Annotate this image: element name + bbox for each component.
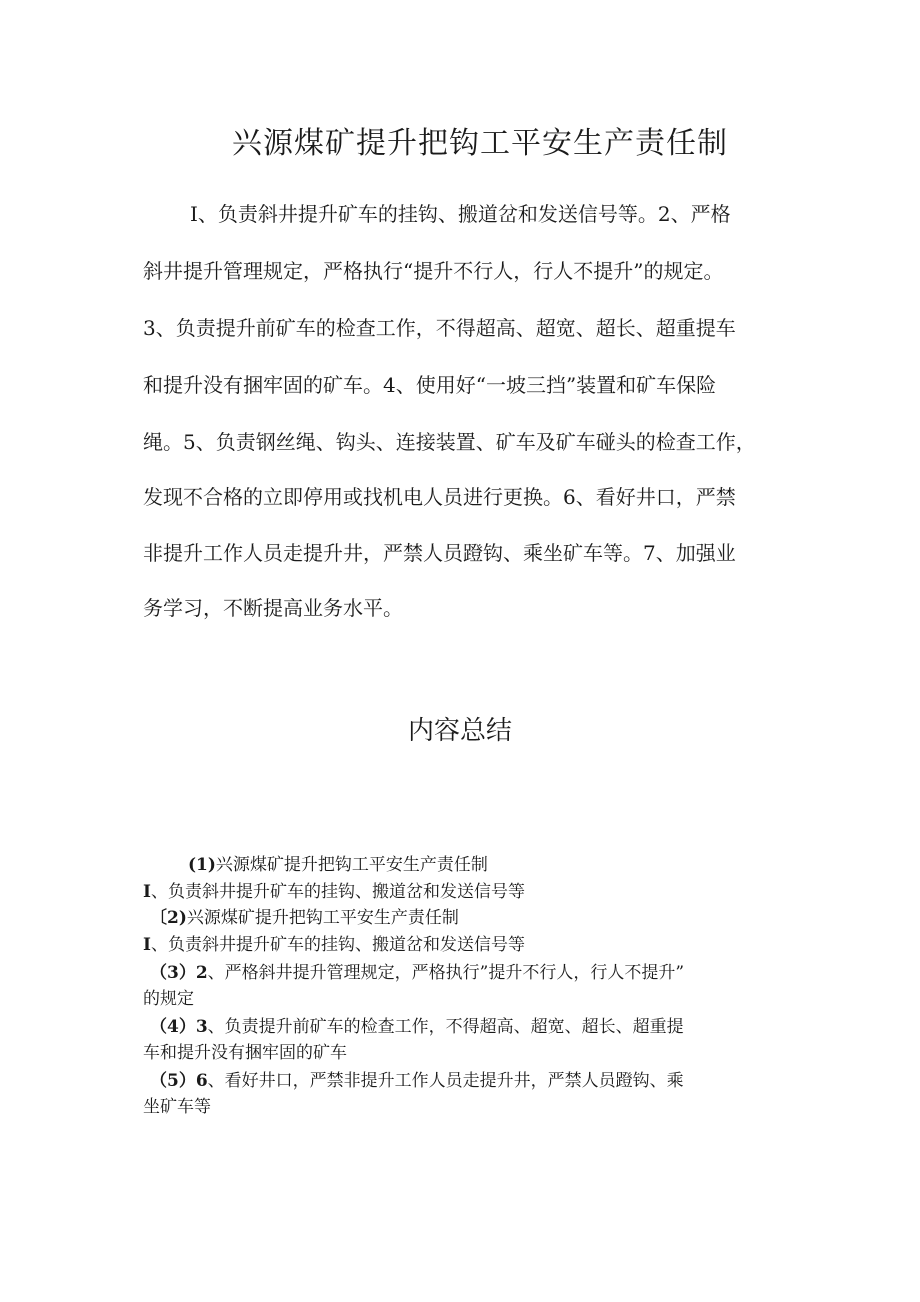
summary-line [150,1012,684,1037]
summary-line-prefix: 〔2) [150,908,187,928]
summary-line-text: 车和提升没有捆牢固的矿车 [143,1043,347,1063]
summary-line-text: 兴源煤矿提升把钩工平安生产责任制 [215,855,488,875]
summary-line-text: 、负责斜井提升矿车的挂钩、搬道岔和发送信号等 [150,882,525,902]
summary-line [150,903,459,928]
body-line: 非提升工作人员走提升井，严禁人员蹬钩、乘坐矿车等。7、加强业 [143,541,736,565]
summary-line-prefix: （3）2 [150,963,208,983]
summary-line [143,984,194,1009]
body-line: I、负责斜井提升矿车的挂钩、搬道岔和发送信号等。2、严格 [190,202,731,226]
summary-line [150,1066,684,1091]
summary-line-text: 、严格斜井提升管理规定，严格执行”提升不行人，行人不提升” [207,963,685,983]
summary-line-text: 坐矿车等 [143,1097,211,1117]
summary-line-text: 、看好井口，严禁非提升工作人员走提升井，严禁人员蹬钩、乘 [207,1071,684,1091]
summary-line [143,1092,211,1117]
summary-line-text: 、负责提升前矿车的检查工作，不得超高、超宽、超长、超重提 [207,1017,684,1037]
summary-line-prefix: (1) [188,855,216,875]
summary-line [143,930,525,955]
summary-line-prefix: I [143,935,151,955]
summary-line [150,958,684,983]
summary-line [143,1038,347,1063]
body-line: 发现不合格的立即停用或找机电人员进行更换。6、看好井口，严禁 [143,485,736,509]
summary-line [143,877,525,902]
summary-line-prefix: I [143,882,151,902]
body-line: 和提升没有捆牢固的矿车。4、使用好“一坡三挡”装置和矿车保险 [143,373,717,397]
body-line: 斜井提升管理规定，严格执行“提升不行人，行人不提升”的规定。 [143,259,724,283]
body-line: 3、负责提升前矿车的检查工作，不得超高、超宽、超长、超重提车 [143,316,736,340]
summary-line-text: 的规定 [143,989,194,1009]
summary-line [188,850,488,875]
body-line: 绳。5、负责钢丝绳、钩头、连接装置、矿车及矿车碰头的检查工作， [143,430,756,454]
summary-line-prefix: （5）6 [150,1071,208,1091]
document-title: 兴源煤矿提升把钩工平安生产责任制 [232,126,728,161]
summary-line-text: 、负责斜井提升矿车的挂钩、搬道岔和发送信号等 [150,935,525,955]
summary-line-prefix: （4）3 [150,1017,208,1037]
summary-heading: 内容总结 [407,716,512,746]
body-line: 务学习，不断提高业务水平。 [143,596,403,620]
summary-line-text: 兴源煤矿提升把钩工平安生产责任制 [186,908,459,928]
